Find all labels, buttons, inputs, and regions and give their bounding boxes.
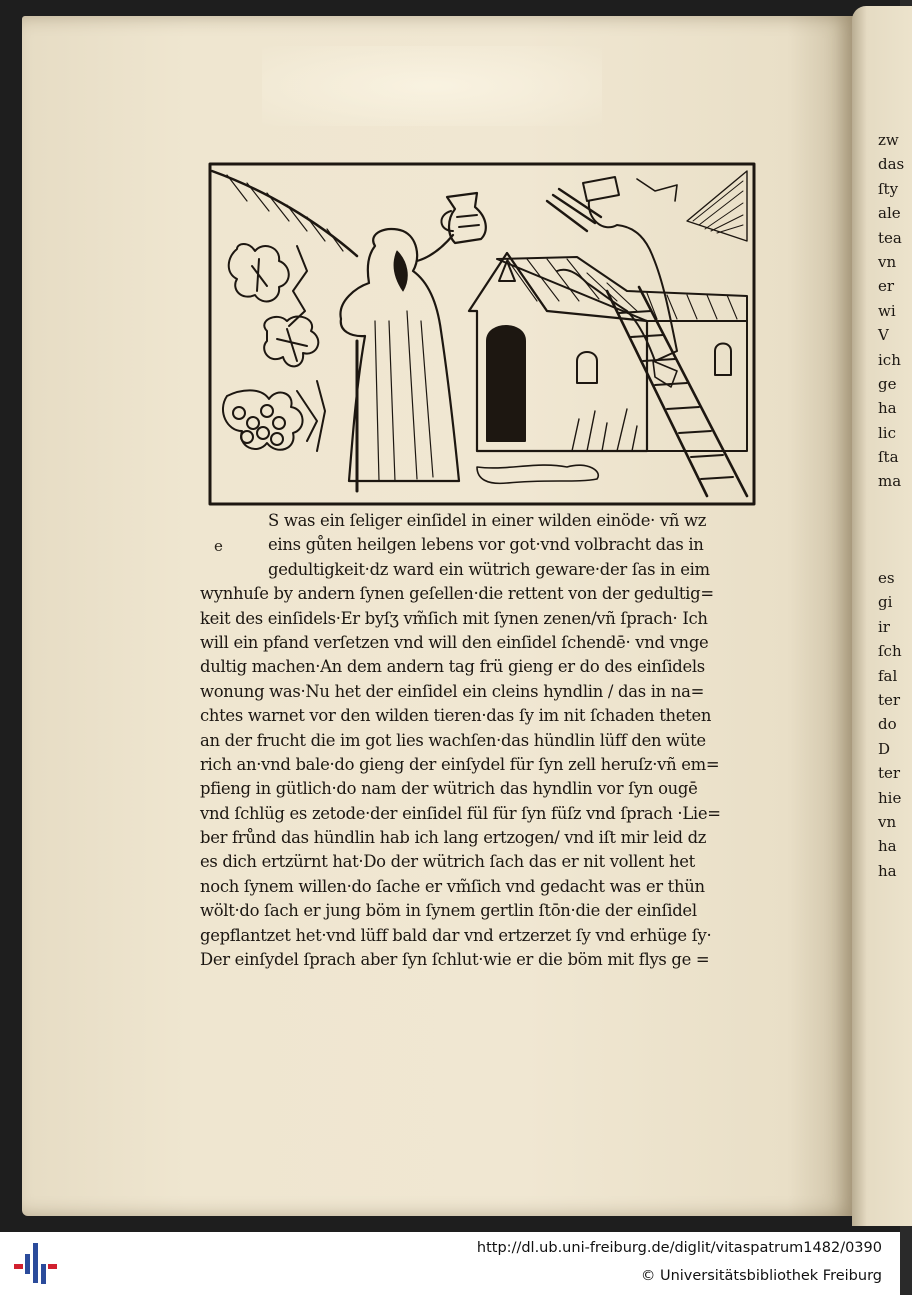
text-line: noch ſynem willen·do ſache er vm̃ſich vnd gedacht was er thün	[200, 876, 705, 896]
right-page-fragment: fal	[878, 666, 898, 685]
copyright-notice: © Universitätsbibliothek Freiburg	[640, 1268, 882, 1284]
library-logo-icon[interactable]	[12, 1240, 58, 1286]
guide-letter: e	[214, 537, 223, 555]
right-page-fragment: ſty	[878, 179, 899, 198]
right-page-fragment: do	[878, 715, 897, 734]
right-page-fragment: ter	[878, 690, 901, 709]
right-page-fragment: ha	[878, 861, 897, 880]
right-page-fragment: ſch	[878, 642, 902, 661]
right-page-fragment: hie	[878, 788, 902, 807]
right-page-fragment: ha	[878, 399, 897, 418]
right-page-fragment: er	[878, 277, 895, 296]
text-line: eins gůten heilgen lebens vor got·vnd volbracht das in	[268, 535, 704, 555]
right-page-fragment: ge	[878, 374, 897, 393]
text-line: keit des einſidels·Er byſʒ vm̃ſich mit ſynen zenen/vñ ſprach· Ich	[200, 608, 708, 628]
right-page-fragment: es	[878, 569, 895, 587]
right-page-text-bottom	[878, 566, 908, 883]
right-page-text-top	[878, 128, 908, 494]
text-line: ber frůnd das hündlin hab ich lang ertzogen/ vnd iſt mir leid dz	[200, 828, 707, 848]
right-page-fragment: tea	[878, 228, 902, 247]
right-page-fragment: gi	[878, 593, 893, 612]
right-page-fragment: ir	[878, 617, 890, 636]
text-line: gedultigkeit·dz ward ein wütrich geware·der ſas in eim	[268, 559, 710, 579]
text-line: vnd ſchlüg es zetode·der einſidel fül für ſyn füſz vnd ſprach ·Lie=	[200, 803, 721, 823]
woodcut-illustration	[207, 161, 757, 507]
text-line: es dich ertzürnt hat·Do der wütrich ſach das er nit vollent het	[200, 852, 695, 872]
right-page-fragment: das	[878, 155, 905, 174]
right-page-fragment: ale	[878, 204, 901, 223]
right-page-fragment: vn	[878, 252, 897, 271]
right-page-fragment: ich	[878, 350, 901, 369]
right-page-fragment: zw	[878, 131, 899, 149]
right-page-fragment: wi	[878, 301, 896, 320]
right-page-fragment: ter	[878, 764, 901, 783]
text-line: will ein pfand verſetzen vnd will den einſidel ſchendē· vnd vnge	[200, 632, 709, 652]
right-page-fragment: ſta	[878, 448, 899, 467]
text-line: chtes warnet vor den wilden tieren·das ſy im nit ſchaden theten	[200, 706, 712, 726]
main-text-block	[200, 509, 775, 972]
text-line: Der einſydel ſprach aber ſyn ſchlut·wie er die böm mit flys ge =	[200, 950, 710, 970]
right-page-fragment: ma	[878, 472, 902, 491]
right-page-fragment: ha	[878, 837, 897, 856]
right-page-fragment: vn	[878, 812, 897, 831]
text-line: wonung was·Nu het der einſidel ein cleins hyndlin / das in na=	[200, 681, 704, 701]
text-line: dultig machen·An dem andern tag frü gieng er do des einſidels	[200, 657, 705, 677]
text-line: pfieng in gütlich·do nam der wütrich das hyndlin vor ſyn ougē	[200, 779, 698, 799]
text-line: wölt·do ſach er jung böm in ſynem gertlin ſtōn·die der einſidel	[200, 901, 697, 921]
permalink-url[interactable]: http://dl.ub.uni-freiburg.de/diglit/vitaspatrum1482/0390	[476, 1240, 882, 1256]
text-line: S was ein ſeliger einſidel in einer wilden einöde· vñ wz	[268, 511, 707, 530]
right-page-fragment: D	[878, 739, 891, 758]
viewer-footer	[0, 1232, 900, 1295]
text-line: wynhuſe by andern ſynen geſellen·die rettent von der gedultig=	[200, 584, 714, 604]
right-page-fragment: V	[878, 326, 889, 345]
text-line: gepflantzet het·vnd lüff bald dar vnd ertzerzet ſy vnd erhüge ſy·	[200, 925, 712, 945]
text-line: an der frucht die im got lies wachſen·das hündlin lüff den wüte	[200, 730, 706, 750]
text-line: rich an·vnd bale·do gieng der einſydel für ſyn zell heruſz·vñ em=	[200, 754, 720, 774]
right-page-fragment: lic	[878, 423, 896, 442]
